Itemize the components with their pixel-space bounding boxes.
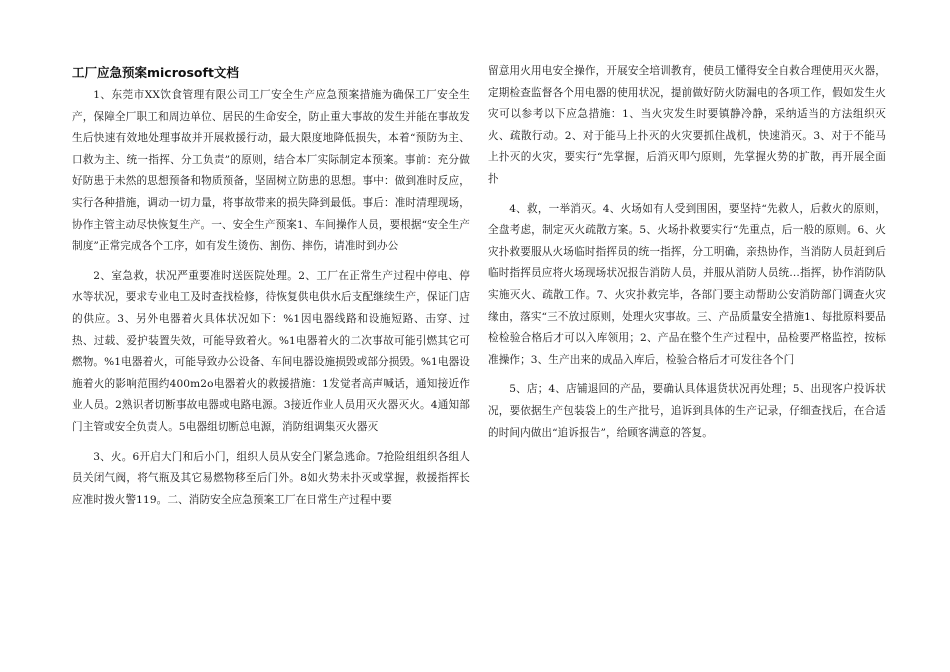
paragraph: 1、东莞市XX饮食管理有限公司工厂安全生产应急预案措施为确保工厂安全生产，保障全厂职工和周边单位、居民的生命安全，防止重大事故的发生并能在事故发生后快速有效地处理事故并开展救援行动，最大限度地降低损失，本着“预防为主、口救为主、统一指挥、分工负责”的原则，结合本厂实际制定本预案。事前：充分做好防患于未然的思想预备和物质预备，坚固树立防患的思想。事中：做到准时反应，实行各种措施，调动一切力量，将事故带来的损失降到最低。事后：准时清理现场，协作主管主动尽快恢复生产。一、安全生产预案1、车间操作人员，要根据“安全生产制度”正常完成各个工序，如有发生烫伤、割伤、摔伤，请准时到办公 (72, 89, 470, 253)
paragraph: 5、店；4、店铺退回的产品，要确认具体退货状况再处理；5、出现客户投诉状况，要依据生产包装袋上的生产批号，追诉到具体的生产记录，仔细查找后，在合适的时间内做出“追诉报告”，给顾客满意的答复。 (488, 383, 886, 439)
paragraph: 3、火。6开启大门和后小门，组织人员从安全门紧急逃命。7抢险组组织各组人员关闭气阀，将气瓶及其它易燃物移至后门外。8如火势未扑灭或掌握，救援指挥长应准时拨火警119。二、消防安全应急预案工厂在日常生产过程中要 (72, 450, 470, 506)
paragraph: 2、室急救，状况严重要准时送医院处理。2、工厂在正常生产过程中停电、停水等状况，要求专业电工及时查找检修，待恢复供电供水后支配继续生产，保证门店的供应。3、另外电器着火具体状况如下：%1因电器线路和设施短路、击穿、过热、过载、爱护装置失效，可能导致着火。%1电器着火的二次事故可能引燃其它可燃物。%1电器着火，可能导致办公设备、车间电器设施损毁或部分损毁。%1电器设施着火的影响范围约400m2o电器着火的救援措施：1发觉者高声喊话，通知接近作业人员。2熟识者切断事故电器或电路电源。3接近作业人员用灭火器灭火。4通知部门主管或安全负责人。5电器组切断总电源，消防组调集灭火器灭 (72, 269, 470, 433)
paragraph: 留意用火用电安全操作，开展安全培训教育，使员工懂得安全自救合理使用灭火器，定期检查监督各个用电器的使用状况，提前做好防火防漏电的各项工作，假如发生火灾可以参考以下应急措施：1、当火灾发生时要镇静冷静，采纳适当的方法组织灭火、疏散行动。2、对于能马上扑灭的火灾要抓住战机，快速消灭。3、对于不能马上扑灭的火灾，要实行“先掌握，后消灭叩勺原则，先掌握火势的扩散，再开展全面扑 (488, 65, 886, 185)
right-column (488, 61, 886, 444)
document-title: 工厂应急预案microsoft文档 (72, 65, 239, 80)
paragraph: 4、救，一举消灭。4、火场如有人受到围困，要坚持“先救人，后救火的原则，全盘考虑，制定灭火疏散方案。5、火场扑救要实行“先重点，后一般的原则。6、火灾扑救要服从火场临时指挥员的统一指挥，分工明确，亲热协作，当消防人员赶到后临时指挥员应将火场现场状况报告消防人员，并服从消防人员统…指挥，协作消防队实施灭火、疏散工作。7、火灾扑救完毕，各部门要主动帮助公安消防部门调查火灾缘由，落实“三不放过原则，处理火灾事故。三、产品质量安全措施1、每批原料要品检检验合格后才可以入库领用；2、产品在整个生产过程中，品检要严格监控，按标准操作；3、生产出来的成品入库后，检验合格后才可发往各个门 (488, 202, 886, 366)
left-column (72, 63, 470, 511)
